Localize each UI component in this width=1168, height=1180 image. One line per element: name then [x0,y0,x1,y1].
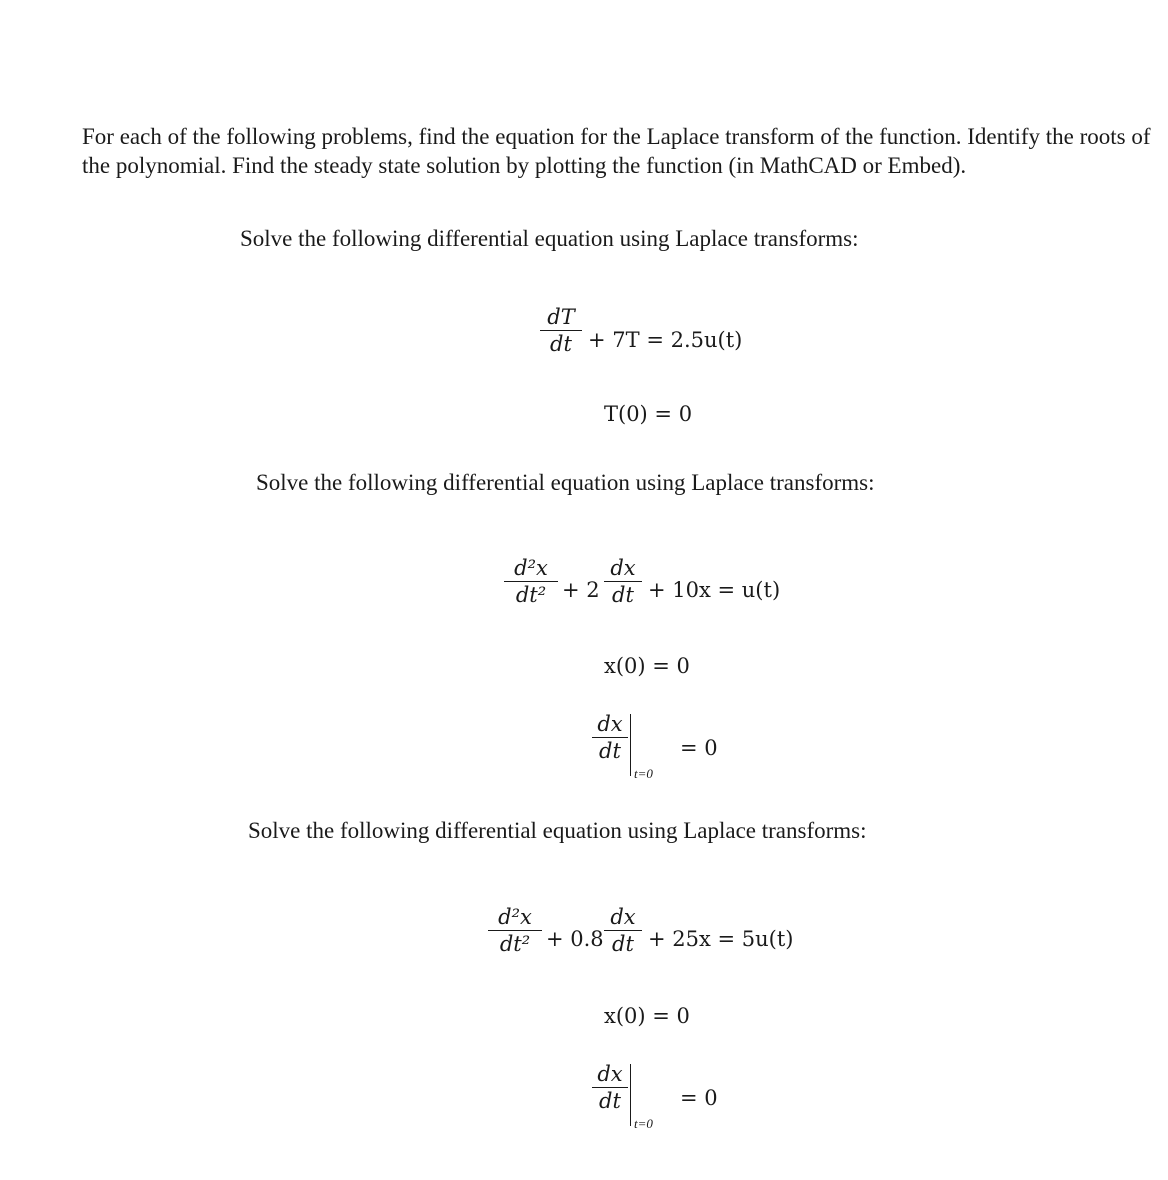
fraction-bar [488,930,542,931]
problem-1-dT-dt-fraction [540,305,582,356]
problem-3-second-derivative-fraction [488,905,542,956]
fraction-numerator: dx [610,556,636,580]
problem-2-derivative-value: = 0 [680,736,718,760]
evaluation-point: t=0 [634,1116,653,1131]
fraction-numerator: dx [597,1062,623,1086]
fraction-bar [592,1087,628,1088]
problem-1-equation-rhs: + 7T = 2.5u(t) [588,328,743,352]
fraction-denominator: dt [599,1089,621,1113]
problem-2-dx-dt-fraction [592,712,628,763]
fraction-numerator: d²x [514,556,548,580]
fraction-numerator: d²x [498,905,532,929]
problem-2-equation-rhs: + 10x = u(t) [648,578,781,602]
fraction-denominator: dt² [515,583,547,607]
problem-3-derivative-value: = 0 [680,1086,718,1110]
problem-2-instruction: Solve the following differential equation using Laplace transforms: [256,470,875,495]
evaluation-bar [630,1064,631,1126]
problem-1-instruction: Solve the following differential equation using Laplace transforms: [240,226,859,251]
problem-2-first-derivative-fraction [604,556,642,607]
problem-3-instruction: Solve the following differential equation using Laplace transforms: [248,818,867,843]
problem-3-coefficient: + 0.8 [546,927,604,951]
fraction-bar [604,581,642,582]
fraction-numerator: dT [547,305,575,329]
problem-2-second-derivative-fraction [504,556,558,607]
fraction-bar [604,930,642,931]
fraction-numerator: dx [597,712,623,736]
fraction-denominator: dt [550,332,572,356]
fraction-denominator: dt² [499,932,531,956]
evaluation-bar [630,714,631,776]
intro-paragraph: For each of the following problems, find the equation for the Laplace transform of the function. Identify the roots of the polynomial. Find the steady state solution by plotting the function (in MathCAD or Embed). [82,124,1151,178]
fraction-bar [540,330,582,331]
fraction-denominator: dt [599,739,621,763]
problem-2-initial-condition: x(0) = 0 [604,654,690,678]
fraction-denominator: dt [612,932,634,956]
problem-3-equation-rhs: + 25x = 5u(t) [648,927,794,951]
problem-3-initial-condition: x(0) = 0 [604,1004,690,1028]
evaluation-point: t=0 [634,766,653,781]
fraction-numerator: dx [610,905,636,929]
fraction-bar [504,581,558,582]
problem-2-coefficient: + 2 [562,578,600,602]
fraction-bar [592,737,628,738]
fraction-denominator: dt [612,583,634,607]
problem-3-first-derivative-fraction [604,905,642,956]
problem-1-initial-condition: T(0) = 0 [604,402,693,426]
problem-3-dx-dt-fraction [592,1062,628,1113]
